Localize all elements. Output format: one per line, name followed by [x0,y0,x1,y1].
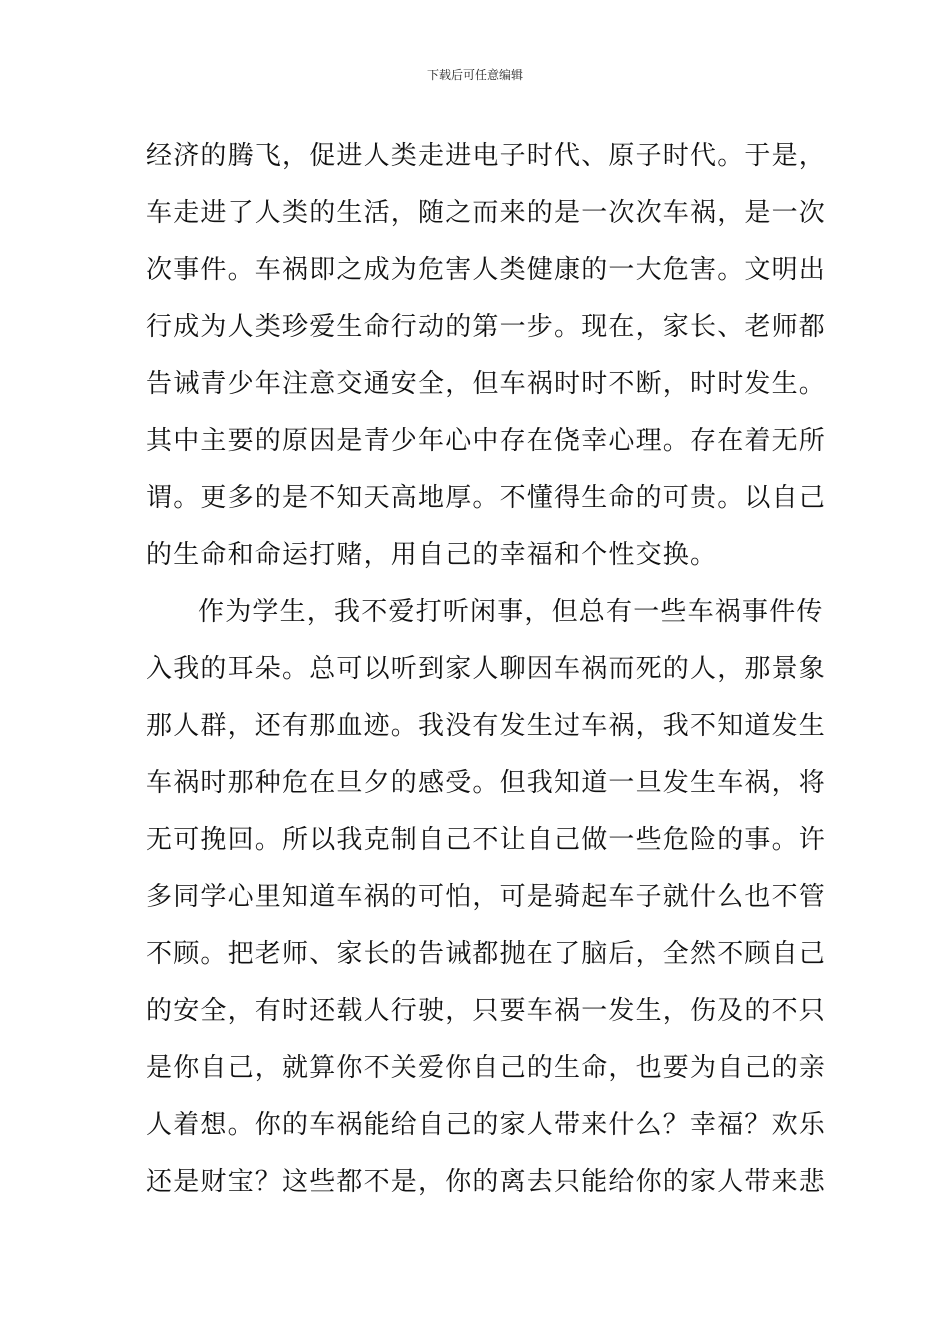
paragraph-1 [146,128,827,584]
text-line: 作为学生，我不爱打听闲事，但总有一些车祸事件传 [198,597,824,627]
text-line: 谓。更多的是不知天高地厚。不懂得生命的可贵。以自己 [146,483,827,513]
text-line: 人着想。你的车祸能给自己的家人带来什么？幸福？欢乐 [146,1110,827,1140]
text-line: 的安全，有时还载人行驶，只要车祸一发生，伤及的不只 [146,996,827,1026]
text-line: 还是财宝？这些都不是，你的离去只能给你的家人带来悲 [146,1167,827,1197]
text-line: 的生命和命运打赌，用自己的幸福和个性交换。 [146,540,718,570]
text-line: 是你自己，就算你不关爱你自己的生命，也要为自己的亲 [146,1053,827,1083]
text-line: 其中主要的原因是青少年心中存在侥幸心理。存在着无所 [146,426,827,456]
text-line: 无可挽回。所以我克制自己不让自己做一些危险的事。许 [146,825,827,855]
text-line: 那人群，还有那血迹。我没有发生过车祸，我不知道发生 [146,711,827,741]
text-line: 车祸时那种危在旦夕的感受。但我知道一旦发生车祸，将 [146,768,827,798]
text-line: 次事件。车祸即之成为危害人类健康的一大危害。文明出 [146,255,827,285]
document-body [146,128,827,1211]
paragraph-2 [146,584,827,1211]
page-header: 下载后可任意编辑 [426,68,523,82]
text-line: 入我的耳朵。总可以听到家人聊因车祸而死的人，那景象 [146,654,827,684]
text-line: 告诫青少年注意交通安全，但车祸时时不断，时时发生。 [146,369,827,399]
text-line: 不顾。把老师、家长的告诫都抛在了脑后，全然不顾自己 [146,939,827,969]
text-line: 车走进了人类的生活，随之而来的是一次次车祸，是一次 [146,198,827,228]
text-line: 经济的腾飞，促进人类走进电子时代、原子时代。于是， [146,141,827,171]
text-line: 多同学心里知道车祸的可怕，可是骑起车子就什么也不管 [146,882,827,912]
text-line: 行成为人类珍爱生命行动的第一步。现在，家长、老师都 [146,312,827,342]
